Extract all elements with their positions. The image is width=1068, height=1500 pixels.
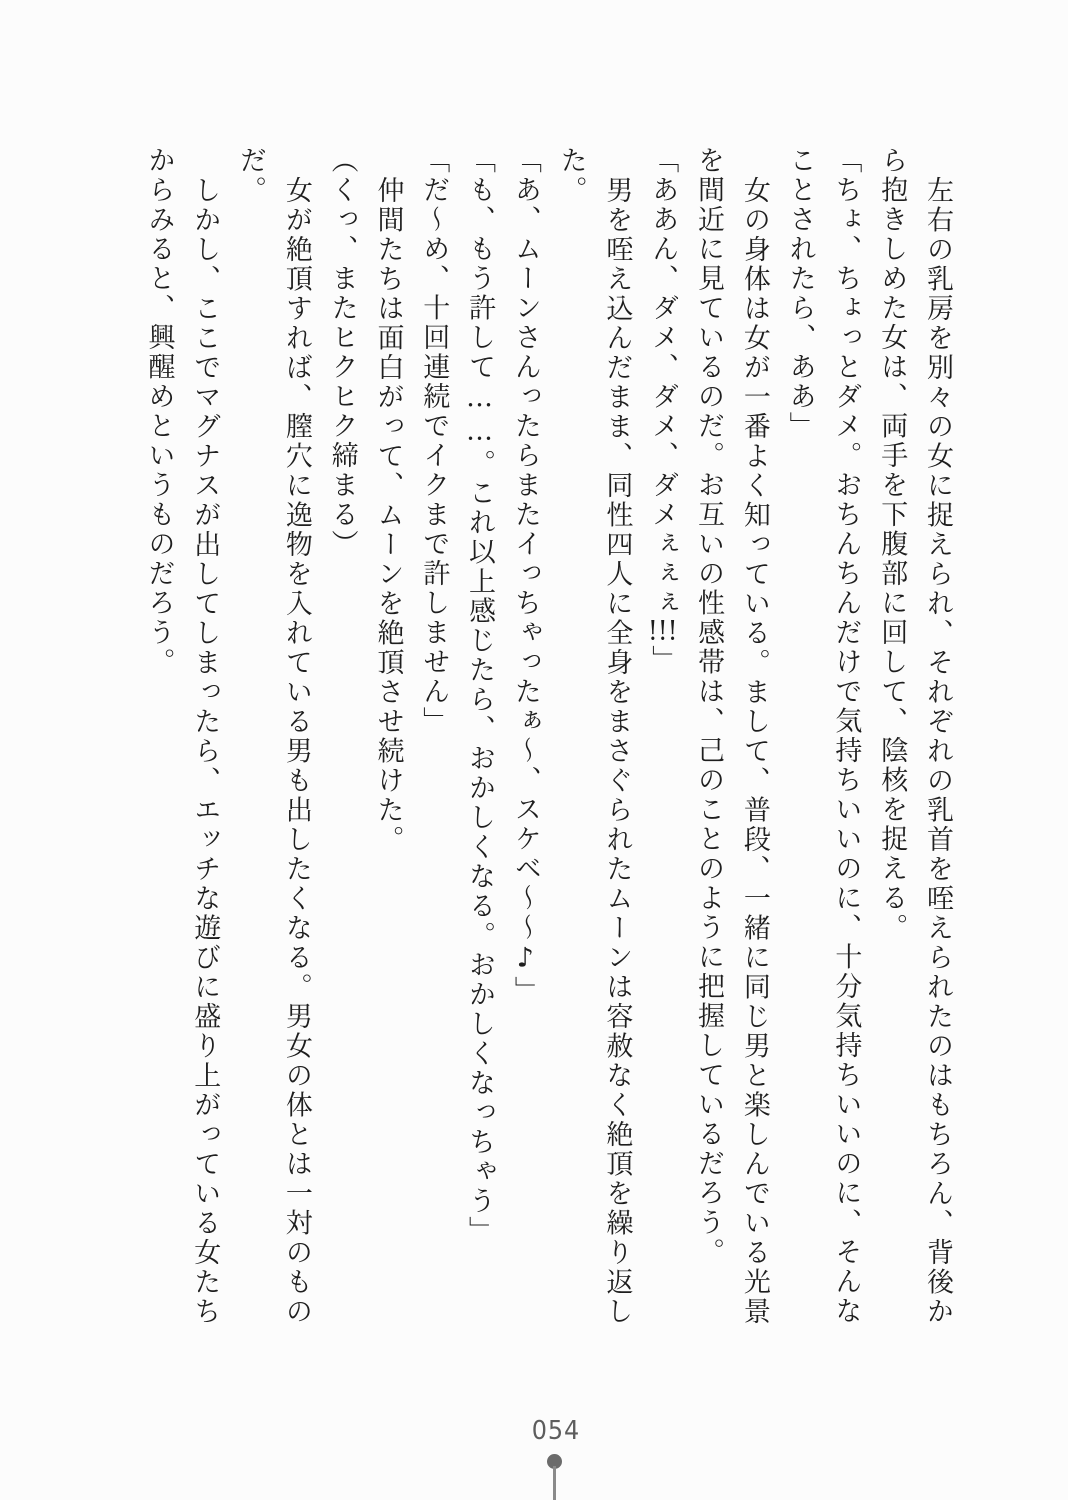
text-column: 「だ～め、十回連続でイクまで許しません」 — [418, 146, 450, 736]
text-column: 男を咥え込んだまま、同性四人に全身をまさぐられたムーンは容赦なく絶頂を繰り返し — [601, 175, 633, 1326]
text-column: 「も、もう許して……。これ以上感じたら、おかしくなる。おかしくなっちゃう」 — [464, 146, 496, 1246]
text-column: た。 — [555, 146, 587, 205]
text-column: しかし、ここでマグナスが出してしまったら、エッチな遊びに盛り上がっている女たち — [189, 175, 221, 1326]
text-column: を間近に見ているのだ。お互いの性感帯は、己のことのように把握しているだろう。 — [693, 146, 725, 1267]
text-column: 女の身体は女が一番よく知っている。まして、普段、一緒に同じ男と楽しんでいる光景 — [738, 175, 770, 1326]
text-column: 「あ、ムーンさんったらまたイっちゃったぁ～、スケベ～～♪」 — [509, 146, 541, 1006]
text-column: 女が絶頂すれば、膣穴に逸物を入れている男も出したくなる。男女の体とは一対のもの — [280, 175, 312, 1326]
tatechuyoko-exclamations: !!! — [647, 618, 678, 645]
text-column: 仲間たちは面白がって、ムーンを絶頂させ続けた。 — [372, 175, 404, 854]
center-marker-line — [553, 1466, 556, 1500]
text-column: 「ちょ、ちょっとダメ。おちんちんだけで気持ちいいのに、十分気持ちいいのに、そんな — [830, 146, 862, 1326]
text-column: （くっ、またヒクヒク締まる） — [326, 146, 358, 559]
text-column: ら抱きしめた女は、両手を下腹部に回して、陰核を捉える。 — [876, 146, 908, 943]
page-number: 054 — [531, 1416, 581, 1446]
text-column: 左右の乳房を別々の女に捉えられ、それぞれの乳首を咥えられたのはもちろん、背後か — [922, 175, 953, 1326]
text-column: ことされたら、ああ」 — [784, 146, 816, 441]
vertical-text-block — [136, 146, 960, 1361]
text-column: 「ああん、ダメ、ダメ、ダメぇぇぇ!!!」 — [647, 146, 679, 675]
text-column: からみると、興醒めというものだろう。 — [143, 146, 175, 677]
text-column: だ。 — [235, 146, 267, 205]
